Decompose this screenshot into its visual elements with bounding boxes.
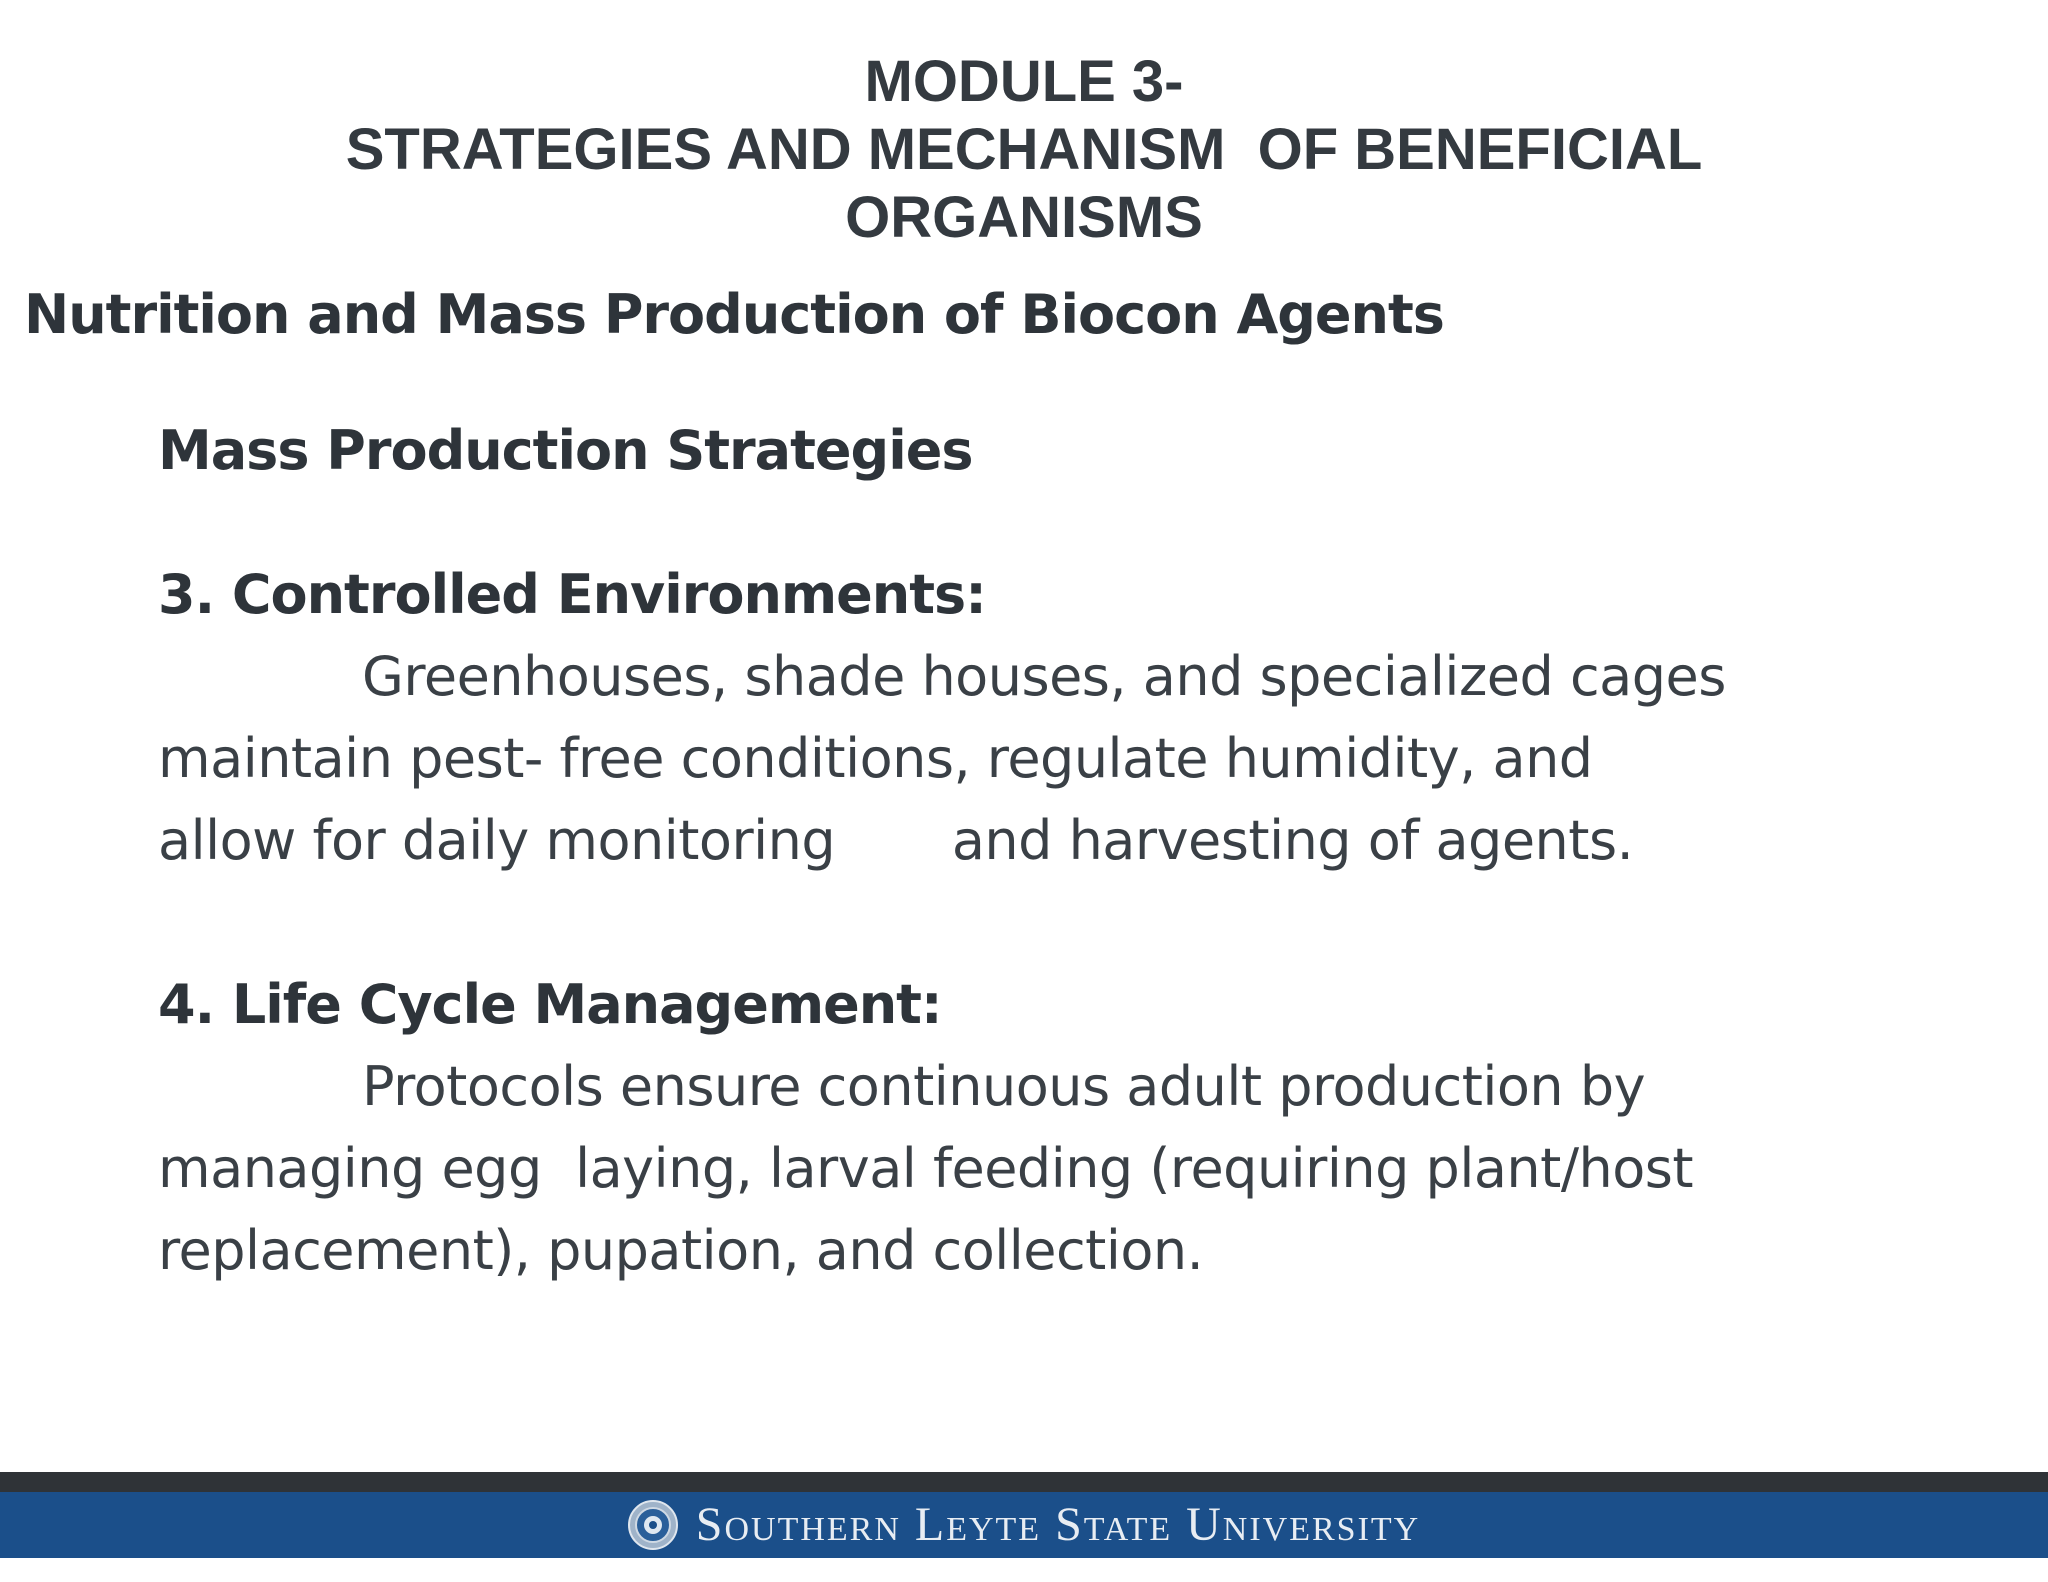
item-heading-controlled-environments: 3. Controlled Environments:	[158, 563, 986, 626]
item-body-life-cycle-management	[158, 1046, 1798, 1292]
item-body-controlled-environments	[158, 636, 1798, 882]
body-line: Protocols ensure continuous adult production by	[362, 1055, 1646, 1118]
slide-title	[0, 48, 2048, 252]
body-line: replacement), pupation, and collection.	[158, 1219, 1204, 1282]
footer-content	[628, 1497, 1420, 1553]
body-line: Greenhouses, shade houses, and specialized cages	[362, 645, 1726, 708]
university-name: Southern Leyte State University	[695, 1498, 1421, 1551]
university-seal-icon	[628, 1500, 678, 1550]
footer-band	[0, 1492, 2048, 1558]
title-line-2: STRATEGIES AND MECHANISM OF BENEFICIAL	[345, 117, 1703, 182]
title-line-3: ORGANISMS	[845, 185, 1203, 250]
body-line: maintain pest- free conditions, regulate humidity, and	[158, 727, 1593, 790]
section-heading: Mass Production Strategies	[158, 419, 973, 482]
body-line: managing egg laying, larval feeding (requiring plant/host	[158, 1137, 1694, 1200]
slide-subtitle: Nutrition and Mass Production of Biocon Agents	[24, 283, 1444, 346]
title-line-1: MODULE 3-	[864, 49, 1184, 114]
item-heading-life-cycle-management: 4. Life Cycle Management:	[158, 973, 942, 1036]
body-line: allow for daily monitoring and harvesting of agents.	[158, 809, 1634, 872]
footer-dark-strip	[0, 1472, 2048, 1492]
